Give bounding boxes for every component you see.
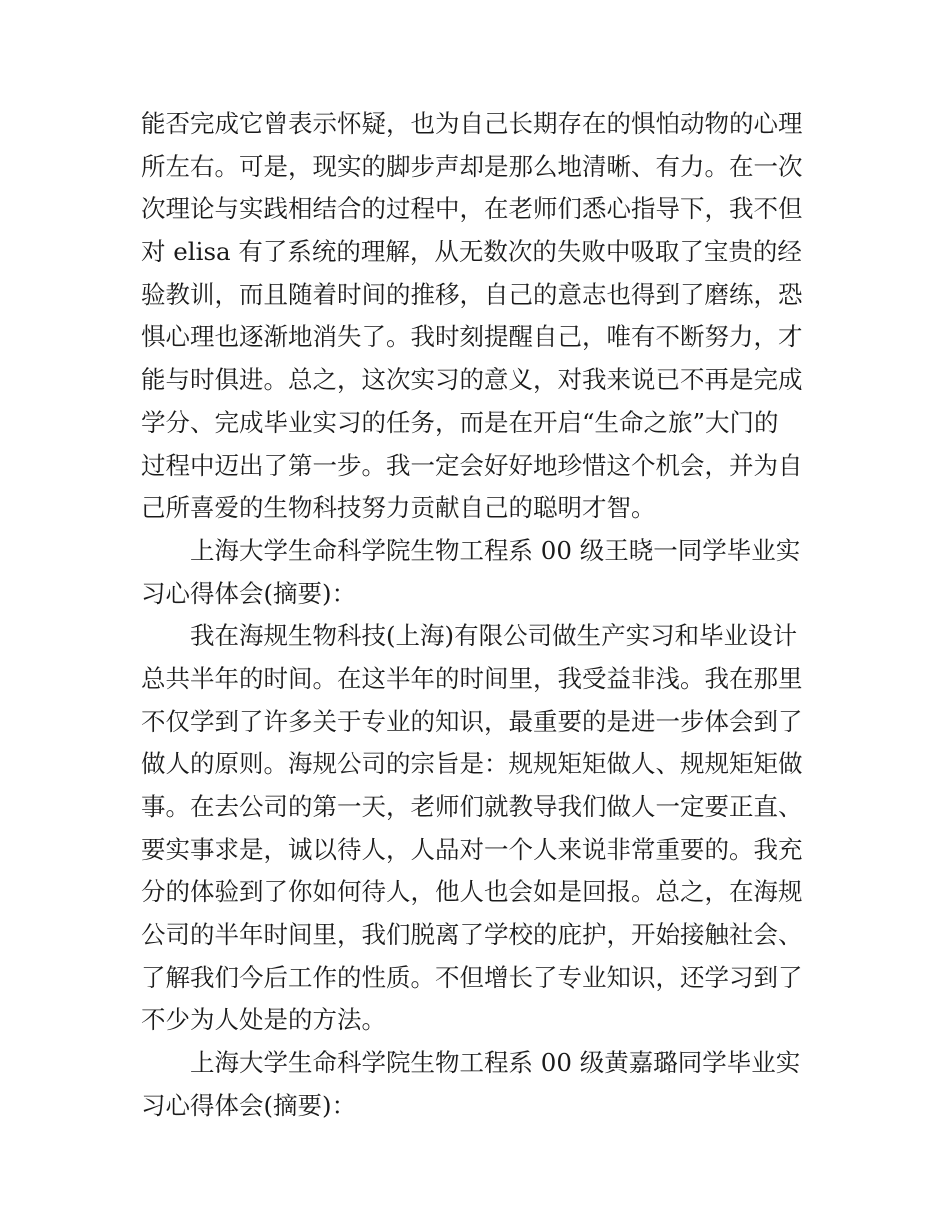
text-line: 公司的半年时间里，我们脱离了学校的庇护，开始接触社会、 [141, 920, 803, 950]
text-line: 能与时俱进。总之，这次实习的意义，对我来说已不再是完成 [141, 365, 803, 395]
text-line: 学分、完成毕业实习的任务，而是在开启“生命之旅”大门的 [141, 407, 779, 437]
text-line: 所左右。可是，现实的脚步声却是那么地清晰、有力。在一次 [141, 151, 803, 181]
text-line: 做人的原则。海规公司的宗旨是：规规矩矩做人、规规矩矩做 [141, 749, 803, 779]
text-line: 习心得体会(摘要)： [141, 1090, 357, 1120]
text-line: 事。在去公司的第一天，老师们就教导我们做人一定要正直、 [141, 792, 803, 821]
text-line: 习心得体会(摘要)： [141, 578, 357, 608]
text-line: 上海大学生命科学院生物工程系 00 级黄嘉璐同学毕业实 [190, 1048, 801, 1078]
text-line: 上海大学生命科学院生物工程系 00 级王晓一同学毕业实 [190, 535, 801, 565]
text-line: 己所喜爱的生物科技努力贡献自己的聪明才智。 [141, 493, 656, 523]
text-line: 总共半年的时间。在这半年的时间里，我受益非浅。我在那里 [141, 663, 803, 693]
text-line: 惧心理也逐渐地消失了。我时刻提醒自己，唯有不断努力，才 [141, 322, 803, 352]
text-line: 我在海规生物科技(上海)有限公司做生产实习和毕业设计 [190, 621, 798, 651]
text-line: 过程中迈出了第一步。我一定会好好地珍惜这个机会，并为自 [141, 450, 803, 480]
text-line: 验教训，而且随着时间的推移，自己的意志也得到了磨练，恐 [141, 279, 803, 309]
document-body [141, 103, 821, 1128]
text-line: 能否完成它曾表示怀疑，也为自己长期存在的惧怕动物的心理 [141, 109, 803, 138]
text-line: 要实事求是，诚以待人，人品对一个人来说非常重要的。我充 [141, 834, 803, 864]
text-line: 不少为人处是的方法。 [141, 1005, 386, 1035]
text-line: 次理论与实践相结合的过程中，在老师们悉心指导下，我不但 [141, 194, 803, 224]
text-line: 了解我们今后工作的性质。不但增长了专业知识，还学习到了 [141, 962, 803, 992]
text-line: 不仅学到了许多关于专业的知识，最重要的是进一步体会到了 [141, 706, 803, 736]
text-line: 分的体验到了你如何待人，他人也会如是回报。总之，在海规 [141, 877, 803, 907]
text-line: 对 elisa 有了系统的理解，从无数次的失败中吸取了宝贵的经 [141, 237, 802, 267]
